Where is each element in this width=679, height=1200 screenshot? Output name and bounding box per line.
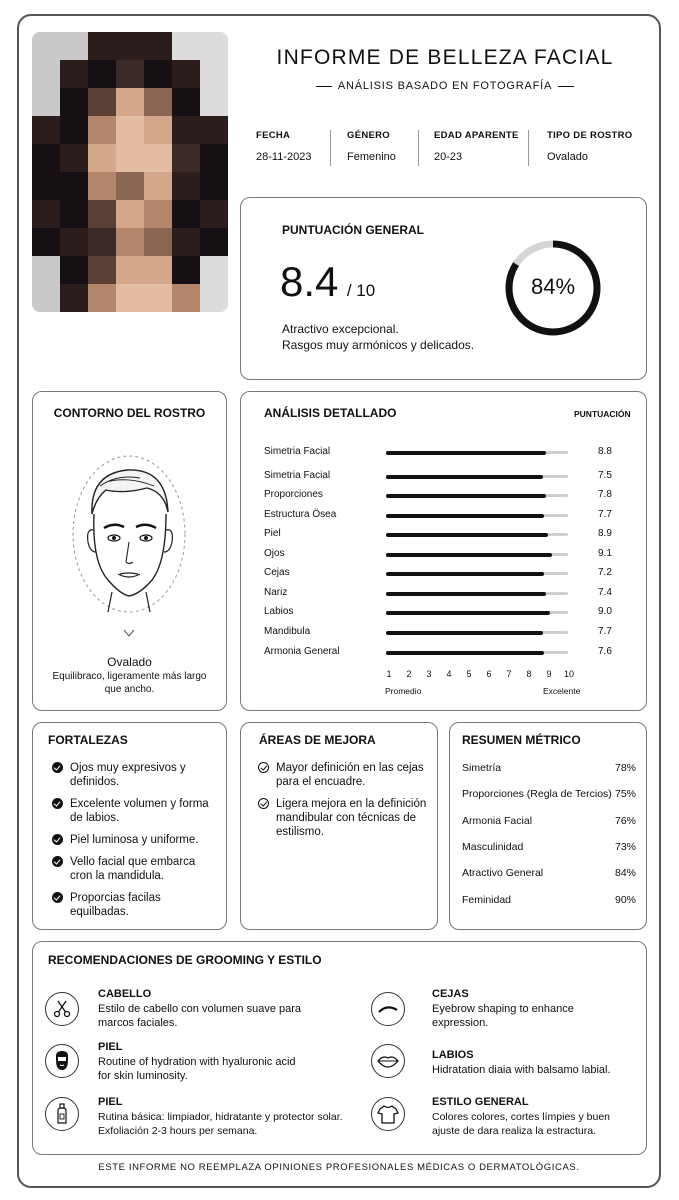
photo-pixel [32, 88, 60, 116]
photo-pixel [200, 32, 228, 60]
photo-pixel [60, 60, 88, 88]
rec-line: Rutina básica: limpiador, hidratante y protector solar. [98, 1111, 343, 1123]
analysis-bar-track [386, 451, 568, 454]
analysis-bar-track [386, 592, 568, 595]
analysis-row-label: Estructura Ösea [264, 509, 337, 520]
check-circle-filled-icon [52, 892, 63, 903]
overall-score-title: PUNTUACIÓN GENERAL [282, 223, 425, 237]
photo-pixel [200, 284, 228, 312]
analysis-row [264, 548, 636, 562]
strengths-title: FORTALEZAS [48, 733, 128, 747]
photo-pixel [88, 88, 116, 116]
analysis-bar-track [386, 572, 568, 575]
photo-pixel [144, 144, 172, 172]
analysis-bar-track [386, 475, 568, 478]
list-item-text: Excelente volumen y forma [70, 798, 209, 810]
metric-value: 73% [614, 840, 636, 853]
photo-pixel [200, 88, 228, 116]
rec-title-style: ESTILO GENERAL [432, 1096, 529, 1108]
list-item-text: Proporcias facilas equilbadas. [70, 892, 161, 918]
meta-age-label: EDAD APARENTE [434, 130, 519, 141]
metric-row [462, 762, 636, 774]
list-item-text: estilismo. [276, 826, 324, 838]
score-number: 8.4 [280, 258, 339, 305]
photo-pixel [172, 116, 200, 144]
tshirt-icon [371, 1097, 405, 1131]
subtitle-text: ANÁLISIS BASADO EN FOTOGRAFÍA [337, 80, 553, 92]
eyebrow-icon [371, 992, 405, 1026]
scissors-icon [45, 992, 79, 1026]
recommendations-title: RECOMENDACIONES DE GROOMING Y ESTILO [48, 953, 322, 967]
bottle-icon [45, 1097, 79, 1131]
analysis-bar-fill [386, 651, 544, 655]
analysis-row-score: 7.5 [598, 470, 612, 481]
photo-pixel [88, 256, 116, 284]
analysis-row [264, 509, 636, 523]
analysis-bar-fill [386, 592, 546, 596]
photo-pixel [172, 256, 200, 284]
photo-pixel [88, 172, 116, 200]
analysis-row-label: Proporciones [264, 489, 323, 500]
photo-pixel [172, 144, 200, 172]
chevron-down-icon [124, 630, 134, 636]
analysis-bar-fill [386, 611, 550, 615]
rec-line: Exfoliación 2-3 hours per semana. [98, 1125, 258, 1137]
list-item-text: Piel luminosa y uniforme. [70, 834, 199, 846]
scale-high-label: Excelente [543, 686, 581, 696]
photo-pixel [60, 200, 88, 228]
rec-line: Colores colores, cortes límpies y buen [432, 1111, 610, 1123]
photo-pixel [32, 228, 60, 256]
face-shape-description [32, 670, 227, 696]
photo-pixel [88, 116, 116, 144]
eyebrows [104, 525, 156, 528]
face-contour-title: CONTORNO DEL ROSTRO [53, 406, 206, 420]
analysis-row-label: Piel [264, 528, 281, 539]
scale-tick-label: 2 [406, 669, 412, 679]
rec-line: Eyebrow shaping to enhance [432, 1003, 574, 1015]
photo-pixel [88, 284, 116, 312]
scale-tick-label: 7 [506, 669, 512, 679]
analysis-row-label: Simetria Facial [264, 446, 331, 457]
photo-pixel [116, 116, 144, 144]
score-column-header: PUNTUACIÓN [574, 409, 631, 419]
beard-face-icon [45, 1044, 79, 1078]
rec-title-brows: CEJAS [432, 988, 469, 1000]
face-shape-name: Ovalado [107, 655, 152, 669]
report-title: INFORME DE BELLEZA FACIAL [276, 46, 614, 69]
scale-tick-label: 10 [563, 669, 574, 679]
photo-pixel [32, 200, 60, 228]
metric-label: Masculinidad [462, 840, 524, 853]
list-item-text: de labios. [70, 812, 120, 824]
analysis-bar-fill [386, 451, 546, 455]
score-scale: / 10 [346, 281, 376, 300]
list-item [52, 891, 222, 919]
photo-pixel [116, 144, 144, 172]
photo-pixel [144, 32, 172, 60]
meta-gender-label: GÉNERO [347, 130, 390, 141]
list-item [52, 833, 222, 847]
rec-text-hair [98, 1002, 301, 1030]
meta-divider [418, 130, 419, 166]
list-item-text: Vello facial que embarca [70, 856, 196, 868]
hair-shape [92, 470, 168, 514]
rec-line: Routine of hydration with hyaluronic acid [98, 1056, 296, 1068]
photo-pixel [60, 228, 88, 256]
check-circle-filled-icon [52, 856, 63, 867]
scale-low-label: Promedio [385, 686, 422, 696]
analysis-row [264, 587, 636, 601]
report-subtitle [260, 80, 630, 92]
photo-pixel [172, 172, 200, 200]
analysis-row [264, 446, 636, 460]
scale-tick-label: 6 [486, 669, 492, 679]
improvement-title: ÁREAS DE MEJORA [259, 733, 376, 747]
analysis-row-score: 8.8 [598, 446, 612, 457]
photo-pixel [200, 116, 228, 144]
nose [126, 542, 133, 564]
shape-desc-line: Equilibraco, ligeramente más largo [52, 671, 207, 682]
analysis-row [264, 567, 636, 581]
rec-line: expression. [432, 1017, 489, 1029]
photo-pixel [116, 172, 144, 200]
rec-text-skin-routine [98, 1110, 343, 1138]
analysis-bar-fill [386, 572, 544, 576]
photo-pixel [172, 88, 200, 116]
analysis-row-score: 8.9 [598, 528, 612, 539]
analysis-row-label: Nariz [264, 587, 288, 598]
analysis-row [264, 626, 636, 640]
scale-tick-label: 5 [466, 669, 472, 679]
analysis-bar-track [386, 514, 568, 517]
photo-pixel [200, 60, 228, 88]
shape-desc-line: que ancho. [104, 684, 155, 695]
analysis-row-label: Labios [264, 606, 294, 617]
photo-pixel [116, 32, 144, 60]
score-percent: 84% [530, 274, 576, 299]
rec-text-style [432, 1110, 610, 1138]
photo-pixel [144, 60, 172, 88]
analysis-bar-track [386, 533, 568, 536]
list-item [52, 761, 222, 789]
photo-pixel [116, 88, 144, 116]
photo-pixel [200, 256, 228, 284]
scale-tick-label: 4 [446, 669, 452, 679]
photo-pixel [200, 228, 228, 256]
photo-pixel [60, 144, 88, 172]
score-desc-line: Atractivo excepcional. [282, 322, 399, 336]
list-item-text: Ojos muy expresivos y [70, 762, 186, 774]
rec-line: for skin luminosity. [98, 1070, 188, 1082]
metric-row [462, 894, 636, 906]
photo-pixel [116, 200, 144, 228]
list-item-text: cron la mandidula. [70, 870, 164, 882]
photo-pixel [60, 172, 88, 200]
photo-pixel [32, 172, 60, 200]
mouth [118, 573, 140, 577]
meta-age-value: 20-23 [434, 151, 463, 163]
analysis-bar-fill [386, 533, 548, 537]
meta-date-label: FECHA [256, 130, 291, 141]
scale-tick-label: 3 [426, 669, 432, 679]
list-item-text: para el encuadre. [276, 776, 366, 788]
photo-pixel [88, 60, 116, 88]
analysis-row-score: 7.4 [598, 587, 612, 598]
analysis-bar-track [386, 553, 568, 556]
rec-line: ajuste de dara realiza la estractura. [432, 1125, 597, 1137]
meta-face-type-value: Ovalado [547, 151, 588, 163]
list-item [258, 797, 434, 839]
photo-pixel [60, 284, 88, 312]
analysis-row-score: 9.0 [598, 606, 612, 617]
meta-date-value: 28-11-2023 [256, 151, 312, 163]
face-photo-pixelated [32, 32, 228, 312]
photo-pixel [144, 88, 172, 116]
meta-face-type [547, 130, 632, 163]
analysis-bar-track [386, 651, 568, 654]
photo-pixel [200, 144, 228, 172]
rec-line: marcos faciales. [98, 1017, 178, 1029]
list-item [258, 761, 434, 789]
scale-tick-label: 8 [526, 669, 532, 679]
list-item [52, 855, 222, 883]
analysis-row-label: Mandibula [264, 626, 311, 637]
list-item-text: definidos. [70, 776, 120, 788]
check-circle-filled-icon [52, 762, 63, 773]
lips-icon [371, 1044, 405, 1078]
metric-row [462, 867, 636, 879]
photo-pixel [116, 60, 144, 88]
left-pupil [112, 536, 116, 540]
analysis-row [264, 528, 636, 542]
metric-value: 75% [614, 788, 636, 801]
ears [88, 530, 173, 552]
analysis-bar-track [386, 631, 568, 634]
meta-date [256, 130, 311, 163]
analysis-bar-track [386, 494, 568, 497]
rec-text-skin [98, 1055, 296, 1083]
metric-label: Feminidad [462, 893, 512, 906]
rec-title-skin: PIEL [98, 1041, 123, 1053]
analysis-row-label: Cejas [264, 567, 290, 578]
photo-pixel [172, 60, 200, 88]
photo-pixel [144, 116, 172, 144]
rec-line: Estilo de cabello con volumen suave para [98, 1003, 302, 1015]
photo-pixel [60, 88, 88, 116]
photo-pixel [116, 256, 144, 284]
meta-divider [330, 130, 331, 166]
list-item-text: Ligera mejora en la definición [276, 798, 427, 810]
improvement-list [258, 761, 434, 847]
analysis-bar-fill [386, 553, 552, 557]
detailed-analysis-title: ANÁLISIS DETALLADO [264, 406, 397, 420]
rec-title-lips: LABIOS [432, 1049, 474, 1061]
metric-value: 78% [614, 762, 636, 774]
photo-pixel [88, 200, 116, 228]
analysis-row-label: Armonia General [264, 646, 340, 657]
photo-pixel [172, 284, 200, 312]
photo-pixel [172, 200, 200, 228]
rec-title-hair: CABELLO [98, 988, 152, 1000]
metric-label: Proporciones (Regla de Tercios) [462, 788, 612, 801]
photo-pixel [172, 228, 200, 256]
analysis-bar-fill [386, 631, 543, 635]
analysis-row-score: 7.7 [598, 626, 612, 637]
analysis-bar-fill [386, 514, 544, 518]
metric-value: 90% [614, 893, 636, 906]
photo-pixel [144, 172, 172, 200]
check-circle-filled-icon [52, 798, 63, 809]
check-circle-outline-icon [258, 798, 269, 809]
photo-pixel [60, 256, 88, 284]
analysis-row-score: 7.6 [598, 646, 612, 657]
photo-pixel [200, 172, 228, 200]
photo-pixel [60, 32, 88, 60]
overall-score-description [282, 321, 474, 353]
photo-pixel [88, 144, 116, 172]
photo-pixel [144, 284, 172, 312]
list-item-text: Mayor definición en las cejas [276, 762, 424, 774]
analysis-row-label: Simetria Facial [264, 470, 331, 481]
list-item-text: mandibular con técnicas de [276, 812, 416, 824]
rec-line: Hidratation diaia with balsamo labial. [432, 1064, 611, 1076]
analysis-row [264, 606, 636, 620]
scale-tick-label: 9 [546, 669, 552, 679]
score-desc-line: Rasgos muy armónicos y delicados. [282, 338, 475, 352]
photo-pixel [32, 284, 60, 312]
rec-title-skin-routine: PIEL [98, 1096, 123, 1108]
meta-gender-value: Femenino [347, 151, 396, 163]
photo-pixel [60, 116, 88, 144]
metric-row [462, 788, 636, 800]
photo-pixel [32, 32, 60, 60]
photo-pixel [88, 228, 116, 256]
analysis-row-score: 7.8 [598, 489, 612, 500]
overall-score-value [280, 258, 375, 306]
metric-value: 84% [614, 867, 636, 880]
scale-tick-label: 1 [386, 669, 392, 679]
photo-pixel [32, 116, 60, 144]
check-circle-outline-icon [258, 762, 269, 773]
analysis-bar-fill [386, 475, 543, 479]
strengths-list [52, 761, 222, 927]
analysis-bar-fill [386, 494, 546, 498]
metric-summary-title: RESUMEN MÉTRICO [462, 733, 581, 747]
meta-divider [528, 130, 529, 166]
photo-pixel [32, 256, 60, 284]
photo-pixel [144, 256, 172, 284]
list-item [52, 797, 222, 825]
meta-gender [347, 130, 396, 163]
check-circle-filled-icon [52, 834, 63, 845]
rec-text-lips [432, 1063, 611, 1077]
analysis-row [264, 489, 636, 503]
analysis-row-score: 9.1 [598, 548, 612, 559]
photo-pixel [32, 60, 60, 88]
photo-pixel [144, 228, 172, 256]
analysis-row-label: Ojos [264, 548, 285, 559]
meta-face-type-label: TIPO DE ROSTRO [547, 130, 633, 141]
metric-row [462, 841, 636, 853]
disclaimer-footer: ESTE INFORME NO REEMPLAZA OPINIONES PROFESIONALES MÉDICAS O DERMATOLÓGICAS. [98, 1162, 580, 1173]
metric-value: 76% [614, 814, 636, 827]
metric-label: Simetría [462, 762, 502, 774]
photo-pixel [32, 144, 60, 172]
metric-label: Atractivo General [462, 867, 544, 880]
analysis-bar-track [386, 611, 568, 614]
right-pupil [144, 536, 148, 540]
metric-row [462, 815, 636, 827]
rec-text-brows [432, 1002, 574, 1030]
face-outline-illustration [62, 452, 197, 642]
photo-pixel [116, 284, 144, 312]
analysis-row-score: 7.7 [598, 509, 612, 520]
meta-age [434, 130, 519, 163]
photo-pixel [116, 228, 144, 256]
analysis-row [264, 470, 636, 484]
metric-label: Armonia Facial [462, 814, 533, 827]
analysis-row [264, 646, 636, 660]
photo-pixel [144, 200, 172, 228]
photo-pixel [88, 32, 116, 60]
photo-pixel [200, 200, 228, 228]
analysis-row-score: 7.2 [598, 567, 612, 578]
photo-pixel [172, 32, 200, 60]
